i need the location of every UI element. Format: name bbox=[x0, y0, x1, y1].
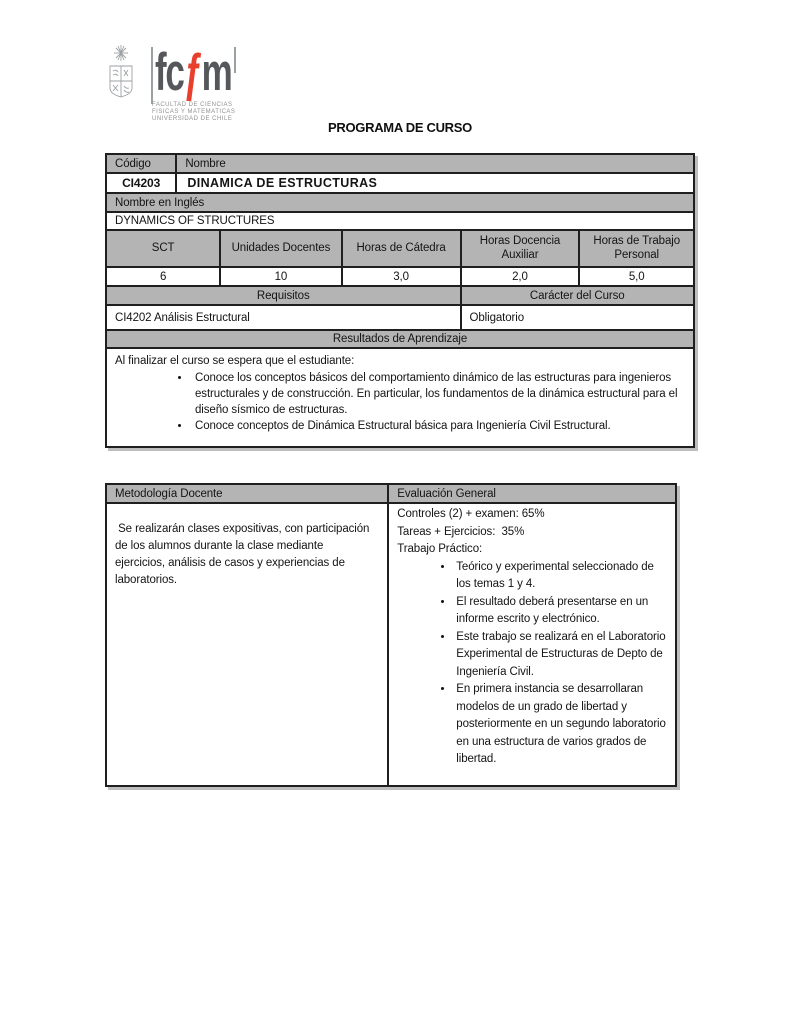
row-code-name-value bbox=[107, 174, 693, 194]
resultados-bullet-list bbox=[115, 370, 681, 434]
evaluacion-bullet: • Este trabajo se realizará en el Laboratorio Experimental de Estructuras de Depto de Ingeniería Civil. bbox=[454, 629, 669, 682]
evaluacion-bullet-list bbox=[397, 559, 669, 769]
evaluacion-bullet: • Teórico y experimental seleccionado de los temas 1 y 4. bbox=[454, 559, 669, 594]
metodologia-header-cell: Metodología Docente bbox=[107, 485, 389, 502]
methodology-evaluation-table bbox=[105, 483, 677, 787]
horas-trabajo-personal-value-cell: 5,0 bbox=[628, 270, 645, 283]
resultados-bullet: • Conoce conceptos de Dinámica Estructural básica para Ingeniería Civil Estructural. bbox=[191, 418, 681, 434]
unidades-docentes-value-cell: 10 bbox=[221, 268, 342, 285]
sct-header-cell: SCT bbox=[107, 231, 221, 266]
wordmark-fc: fc bbox=[155, 43, 184, 102]
resultados-body-cell bbox=[107, 349, 693, 446]
metodologia-body-cell bbox=[107, 504, 389, 785]
nombre-header-cell: Nombre bbox=[177, 155, 693, 172]
unidades-docentes-header-cell: Unidades Docentes bbox=[221, 231, 342, 266]
row-learning-results-body bbox=[107, 349, 693, 446]
evaluacion-bullet: • En primera instancia se desarrollaran modelos de un grado de libertad y posteriormente en un segundo laboratorio en una estructura de varios grados de libertad. bbox=[454, 681, 669, 769]
row-english-name-value bbox=[107, 213, 693, 231]
page-title: PROGRAMA DE CURSO bbox=[328, 120, 472, 135]
caracter-value-cell: Obligatorio bbox=[469, 311, 525, 324]
wordmark-m: m bbox=[201, 43, 232, 102]
wordmark-red-f: ƒ bbox=[183, 43, 202, 102]
row-method-eval-header bbox=[107, 485, 675, 504]
horas-docencia-auxiliar-header-cell: Horas Docencia Auxiliar bbox=[462, 231, 581, 266]
horas-docencia-auxiliar-value-cell: 2,0 bbox=[462, 268, 581, 285]
resultados-header-cell: Resultados de Aprendizaje bbox=[107, 331, 693, 347]
row-english-name-header bbox=[107, 194, 693, 213]
resultados-intro: Al finalizar el curso se espera que el estudiante: bbox=[115, 355, 355, 367]
logo-left-divider bbox=[151, 47, 153, 104]
sct-value-cell: 6 bbox=[107, 268, 221, 285]
university-crest-icon bbox=[106, 44, 136, 102]
logo-subtitle-line3: UNIVERSIDAD DE CHILE bbox=[152, 116, 233, 122]
resultados-bullet: • Conoce los conceptos básicos del comportamiento dinámico de las estructuras para ingenieros estructurales y de construcción. En particular, los fundamentos de la dinámica estructural para el diseño sísmico de estructuras. bbox=[191, 370, 681, 418]
fcfm-wordmark bbox=[155, 45, 231, 101]
logo-right-divider bbox=[234, 47, 236, 73]
logo-subtitle-line1: FACULTAD DE CIENCIAS bbox=[152, 102, 233, 108]
caracter-header-cell: Carácter del Curso bbox=[462, 287, 693, 304]
row-method-eval-body bbox=[107, 504, 675, 785]
evaluacion-body-cell bbox=[389, 504, 675, 785]
horas-trabajo-personal-header-cell: Horas de Trabajo Personal bbox=[580, 231, 693, 266]
row-code-name-header bbox=[107, 155, 693, 174]
nombre-ingles-header-cell: Nombre en Inglés bbox=[107, 194, 693, 211]
requisitos-value-cell: CI4202 Análisis Estructural bbox=[107, 306, 462, 329]
fcfm-logo bbox=[106, 44, 256, 122]
evaluacion-bullet: • El resultado deberá presentarse en un informe escrito y electrónico. bbox=[454, 594, 669, 629]
course-info-table bbox=[105, 153, 695, 448]
metodologia-text: Se realizarán clases expositivas, con participación de los alumnos durante la clase mediante ejercicios, análisis de casos y experiencias de laboratorios. bbox=[115, 523, 373, 586]
row-learning-results-header bbox=[107, 331, 693, 349]
horas-catedra-value-cell: 3,0 bbox=[343, 268, 462, 285]
evaluacion-line: Controles (2) + examen: 65% bbox=[397, 508, 545, 520]
codigo-header-cell: Código bbox=[107, 155, 177, 172]
evaluacion-line: Tareas + Ejercicios: 35% bbox=[397, 525, 525, 538]
row-hours-header bbox=[107, 231, 693, 268]
horas-catedra-header-cell: Horas de Cátedra bbox=[343, 231, 462, 266]
evaluacion-header-cell: Evaluación General bbox=[389, 485, 675, 502]
logo-subtitle-line2: FISICAS Y MATEMATICAS bbox=[152, 109, 236, 115]
row-requisites-header bbox=[107, 287, 693, 306]
requisitos-header-cell: Requisitos bbox=[107, 287, 462, 304]
nombre-value-cell: DINAMICA DE ESTRUCTURAS bbox=[187, 176, 378, 190]
codigo-value-cell: CI4203 bbox=[107, 174, 177, 192]
nombre-ingles-value-cell: DYNAMICS OF STRUCTURES bbox=[115, 215, 275, 227]
row-requisites-value bbox=[107, 306, 693, 331]
evaluacion-line: Trabajo Práctico: bbox=[397, 543, 483, 555]
row-hours-values bbox=[107, 268, 693, 287]
